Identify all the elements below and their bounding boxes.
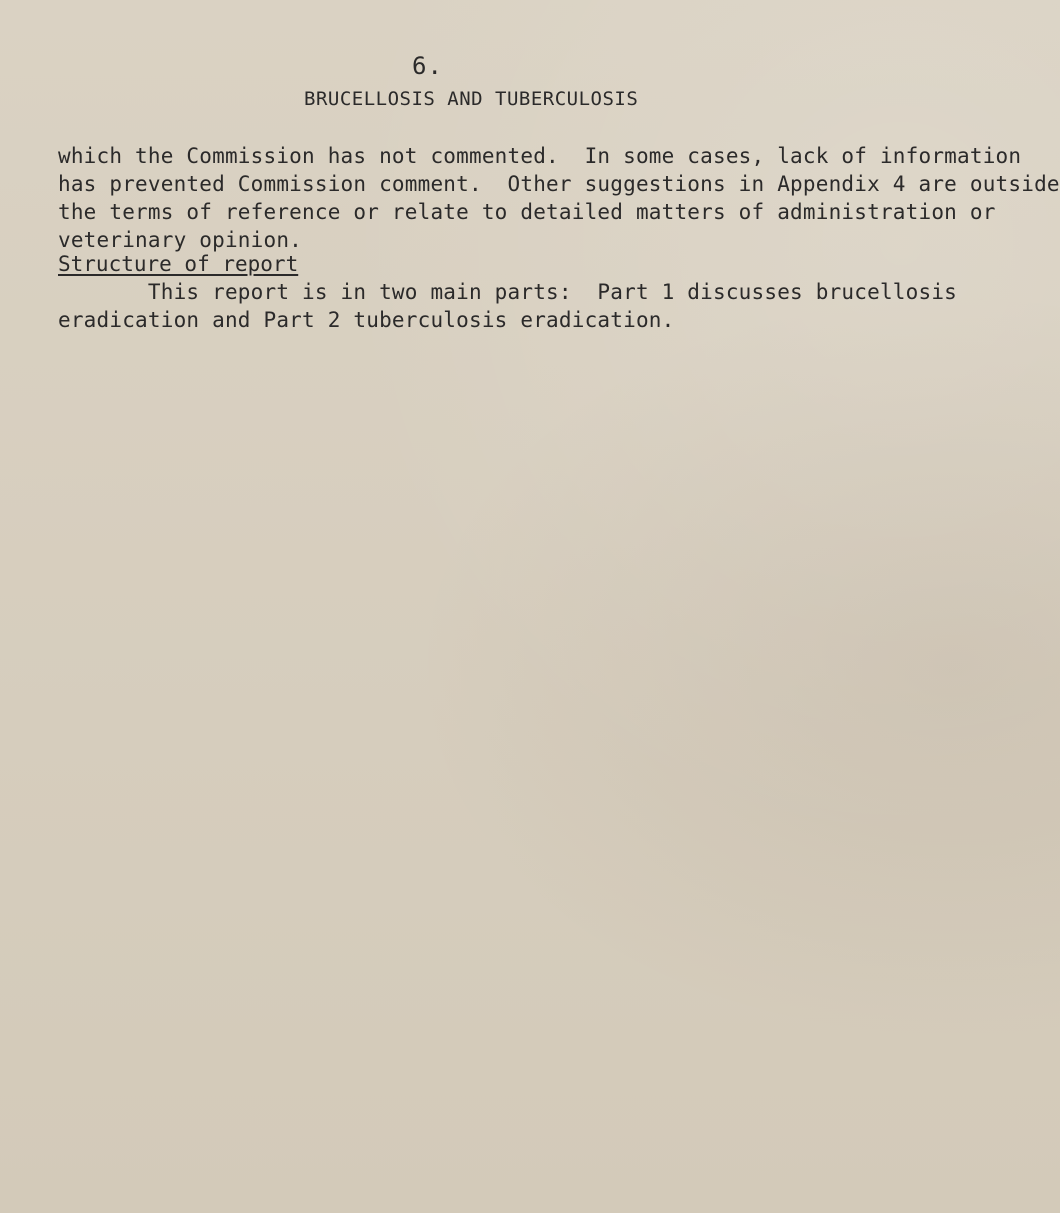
paragraph-line: has prevented Commission comment. Other suggestions in Appendix 4 are outside <box>58 172 1060 196</box>
paragraph-line: eradication and Part 2 tuberculosis eradication. <box>58 308 675 332</box>
running-header: BRUCELLOSIS AND TUBERCULOSIS <box>304 88 639 110</box>
page-number: 6. <box>412 52 443 80</box>
section-heading: Structure of report <box>58 252 299 276</box>
paragraph-line: veterinary opinion. <box>58 228 303 252</box>
paragraph-line: the terms of reference or relate to detailed matters of administration or <box>58 200 996 224</box>
paragraph-line: This report is in two main parts: Part 1 discusses brucellosis <box>58 280 958 304</box>
paragraph-line: which the Commission has not commented. In some cases, lack of information <box>58 144 1022 168</box>
